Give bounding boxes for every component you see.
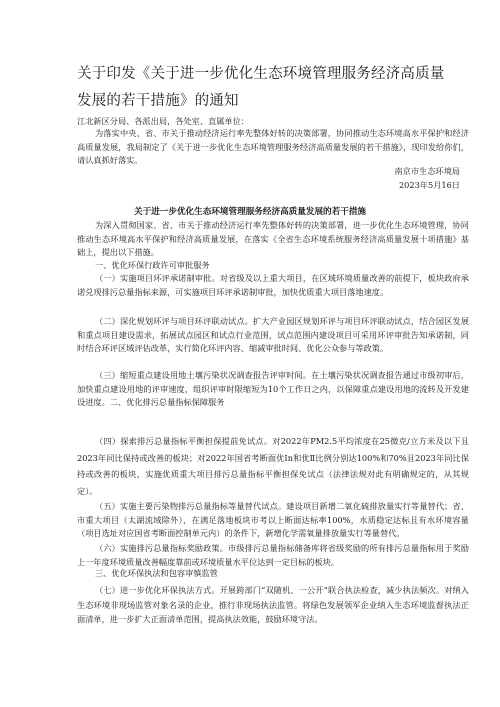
measures-intro-paragraph: 为深入贯彻国家、省、市关于推动经济运行率先整体好转的决策部署，进一步优化生态环境管理，协同推动生态环境高水平保护和经济高质量发展，在落实《全省生态环境系统服务经济高质量发展十项措施》基础上，提出以下措施。 bbox=[77, 220, 469, 258]
measure-item-5: （五）实施主要污染物排污总量指标等量替代试点。建设项目新增二氧化硫排放量实行等量替代；省、市重大项目（太湖流域除外），在满足落地板块市考以上断面达标率100%，水质稳定达标且有水环境容量（项目选址对应国省考断面控制单元内）的条件下，新增化学需氧量排放量实行等量替代。 bbox=[77, 501, 469, 539]
signing-organization: 南京市生态环境局 bbox=[394, 166, 460, 176]
addressee-line: 江北新区分局、各派出局，各处室、直属单位： bbox=[77, 116, 249, 126]
measure-item-1: （一）实施项目环评承诺制审批。对省级及以上重大项目，在区域环境质量改善的前提下，板块政府承诺兑现排污总量指标来源，可实施项目环评承诺制审批，加快优质重大项目落地速度。 bbox=[77, 273, 469, 297]
measure-item-6: （六）实施排污总量指标奖励政策。市级排污总量指标储备库将省级奖励的所有排污总量指标用于奖励上一年度环境质量改善幅度靠前或环境质量水平位达到一定目标的板块。 bbox=[77, 543, 469, 567]
notice-title-line2: 发展的若干措施》的通知 bbox=[77, 93, 239, 109]
measures-title: 关于进一步优化生态环境管理服务经济高质量发展的若干措施 bbox=[133, 207, 367, 217]
measure-item-7: （七）进一步优化环保执法方式。开展跨部门“双随机、一公开”联合执法检查，减少执法频次。对纳入生态环境非现场监管对象名录的企业，推行非现场执法监管。将绿色发展领军企业纳入生态环境监督执法正面清单，进一步扩大正面清单范围，提高执法效能，鼓励环境守法。 bbox=[77, 585, 469, 625]
notice-title-line1: 关于印发《关于进一步优化生态环境管理服务经济高质量 bbox=[77, 66, 445, 82]
measure-item-2: （二）深化规划环评与项目环评联动试点。扩大产业园区规划环评与项目环评联动试点，结合园区发展和重点项目建设需求，拓展试点园区和试点行业范围，试点范围内建设项目可采用环评审批告知承诺制，同时结合环评区域评估改革，实行简化环评内容、缩减审批时间、优化公众参与等政策。 bbox=[77, 316, 469, 354]
section-heading-1: 一、优化环保行政许可审批服务 bbox=[95, 260, 210, 270]
measure-item-3: （三）缩短重点建设用地土壤污染状况调查报告评审时间。在土壤污染状况调查报告通过市级初审后，加快重点建设用地的评审速度，组织评审时限缩短为10个工作日之内，以保障重点建设用地的流转及开发建设进度。二、优化排污总量指标保障服务 bbox=[77, 370, 469, 408]
signing-date: 2023年5月16日 bbox=[398, 180, 460, 190]
measure-item-4: （四）探索排污总量指标平衡担保提前免试点。对2022年PM2.5平均浓度在25微克/立方米及以下且2023年同比保持或改善的板块；对2022年国省考断面优Ⅰn和优Ⅱ比例分别达100%和70%且2023年同比保持或改善的板块，实施优质重大项目排污总量指标平衡担保免试点（法律法规对此有明确规定的，从其规定）。 bbox=[77, 436, 469, 496]
notice-intro-paragraph: 为落实中央、省、市关于推动经济运行率先整体好转的决策部署，协同推动生态环境高水平保护和经济高质量发展，我局制定了《关于进一步优化生态环境管理服务经济高质量发展的若干措施》，现印发给你们，请认真抓好落实。 bbox=[77, 128, 469, 166]
section-heading-3: 三、优化环保执法和包容审慎监管 bbox=[95, 568, 218, 578]
